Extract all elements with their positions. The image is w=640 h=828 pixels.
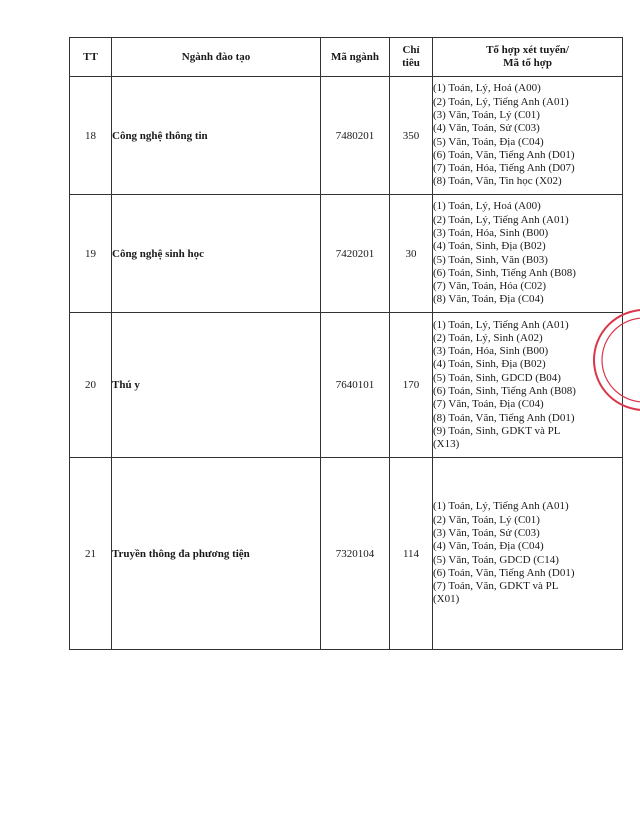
major-name: Công nghệ sinh học [112, 195, 321, 313]
combination-item: (3) Văn, Toán, Sử (C03) [433, 526, 540, 539]
combination-item: (8) Toán, Văn, Tiếng Anh (D01) [433, 411, 575, 424]
subject-combinations [433, 195, 623, 313]
major-name: Truyền thông đa phương tiện [112, 458, 321, 650]
combination-item: (1) Toán, Lý, Hoá (A00) [433, 200, 541, 213]
combination-item: (4) Văn, Toán, Sử (C03) [433, 122, 540, 135]
combination-item: (7) Văn, Toán, Hóa (C02) [433, 280, 547, 293]
table-row [70, 458, 623, 650]
subject-combinations [433, 458, 623, 650]
row-number: 19 [70, 195, 112, 313]
combination-item: (5) Văn, Toán, GDCD (C14) [433, 553, 559, 566]
combination-item: (2) Toán, Lý, Tiếng Anh (A01) [433, 213, 569, 226]
combination-item: (1) Toán, Lý, Tiếng Anh (A01) [433, 500, 569, 513]
combination-item: (6) Toán, Văn, Tiếng Anh (D01) [433, 148, 575, 161]
combination-item: (2) Văn, Toán, Lý (C01) [433, 513, 540, 526]
quota-value: 350 [390, 77, 433, 195]
combination-item: (3) Toán, Hóa, Sinh (B00) [433, 226, 549, 239]
combination-item: (4) Toán, Sinh, Địa (B02) [433, 240, 546, 253]
combination-item: (3) Toán, Hóa, Sinh (B00) [433, 345, 549, 358]
combination-item: (5) Văn, Toán, Địa (C04) [433, 135, 544, 148]
quota-value: 170 [390, 313, 433, 458]
row-number: 21 [70, 458, 112, 650]
combination-item: (8) Toán, Văn, Tin học (X02) [433, 175, 562, 188]
header-quota-line2: tiêu [402, 57, 420, 69]
quota-value: 30 [390, 195, 433, 313]
combination-item: (4) Văn, Toán, Địa (C04) [433, 540, 544, 553]
header-code: Mã ngành [321, 38, 390, 77]
row-number: 20 [70, 313, 112, 458]
combination-item: (6) Toán, Văn, Tiếng Anh (D01) [433, 566, 575, 579]
seal-inner-ring [602, 318, 640, 402]
major-code: 7480201 [321, 77, 390, 195]
major-code: 7320104 [321, 458, 390, 650]
combination-item: (9) Toán, Sinh, GDKT và PL [433, 424, 561, 437]
combination-item: (6) Toán, Sinh, Tiếng Anh (B08) [433, 266, 576, 279]
header-combos-line2: Mã tổ hợp [503, 57, 552, 69]
combination-item: (5) Toán, Sinh, GDCD (B04) [433, 371, 561, 384]
subject-combinations [433, 77, 623, 195]
seal-outer-ring [594, 310, 640, 410]
combination-item: (7) Toán, Hóa, Tiếng Anh (D07) [433, 162, 575, 175]
seal-graphic [588, 298, 640, 428]
header-row [70, 38, 623, 77]
table-body [70, 77, 623, 650]
combination-item: (7) Toán, Văn, GDKT và PL [433, 580, 559, 593]
header-quota-line1: Chỉ [402, 44, 420, 56]
combination-item: (4) Toán, Sinh, Địa (B02) [433, 358, 546, 371]
major-code: 7640101 [321, 313, 390, 458]
combination-item: (5) Toán, Sinh, Văn (B03) [433, 253, 548, 266]
major-name: Thú y [112, 313, 321, 458]
header-major: Ngành đào tạo [112, 38, 321, 77]
combination-item: (X13) [433, 438, 460, 451]
header-quota [390, 38, 433, 77]
red-seal-stamp [588, 298, 640, 428]
combination-item: (X01) [433, 593, 460, 606]
table-row [70, 313, 623, 458]
combination-item: (2) Toán, Lý, Tiếng Anh (A01) [433, 95, 569, 108]
major-name: Công nghệ thông tin [112, 77, 321, 195]
header-combos [433, 38, 623, 77]
quota-value: 114 [390, 458, 433, 650]
combination-item: (1) Toán, Lý, Tiếng Anh (A01) [433, 318, 569, 331]
combination-item: (3) Văn, Toán, Lý (C01) [433, 108, 540, 121]
combination-item: (7) Văn, Toán, Địa (C04) [433, 398, 544, 411]
major-code: 7420201 [321, 195, 390, 313]
combination-item: (8) Văn, Toán, Địa (C04) [433, 293, 544, 306]
header-combos-line1: Tổ hợp xét tuyển/ [486, 44, 569, 56]
table-row [70, 77, 623, 195]
combination-item: (1) Toán, Lý, Hoá (A00) [433, 82, 541, 95]
table-row [70, 195, 623, 313]
combination-item: (6) Toán, Sinh, Tiếng Anh (B08) [433, 385, 576, 397]
combination-item: (2) Toán, Lý, Sinh (A02) [433, 331, 543, 344]
admissions-table [69, 37, 623, 650]
header-tt: TT [70, 38, 112, 77]
row-number: 18 [70, 77, 112, 195]
